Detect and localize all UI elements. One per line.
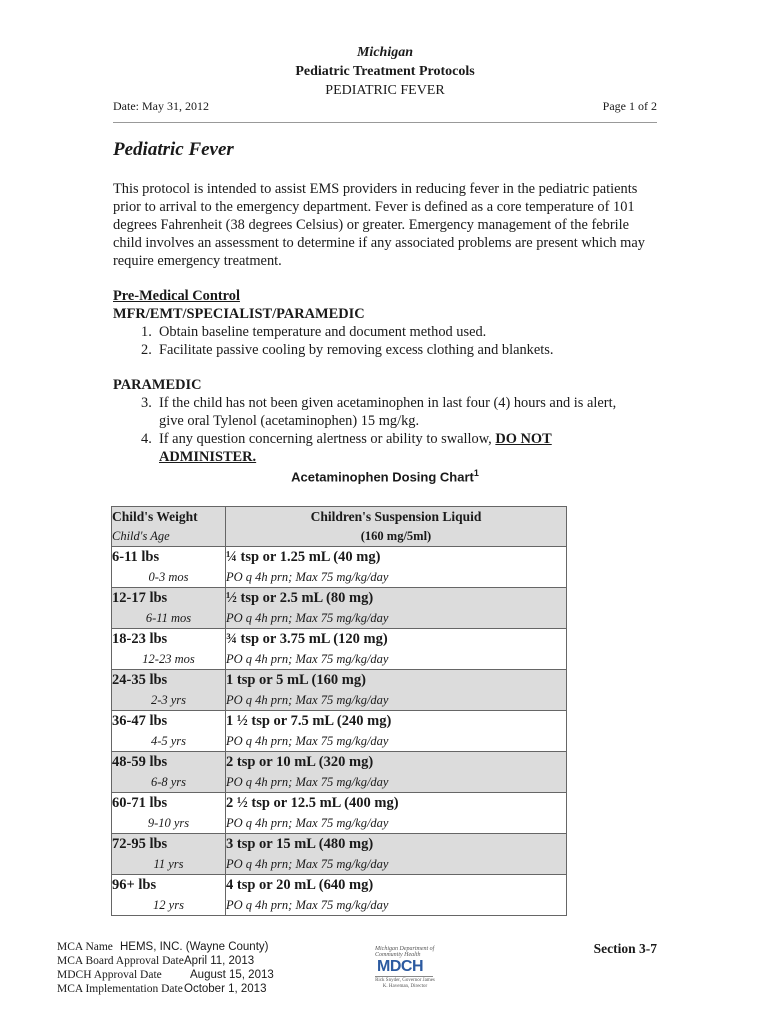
table-row-sub (112, 773, 567, 793)
frequency-cell: PO q 4h prn; Max 75 mg/kg/day (226, 855, 567, 875)
item-3-number: 3. (141, 395, 152, 411)
header-topic: PEDIATRIC FEVER (325, 83, 445, 98)
page-title: Pediatric Fever (113, 139, 234, 160)
table-row-sub (112, 814, 567, 834)
header-page-number: Page 1 of 2 (602, 99, 657, 113)
table-row-sub (112, 896, 567, 916)
col-weight-header: Child's Weight (112, 507, 226, 528)
weight-cell: 72-95 lbs (112, 834, 226, 856)
board-approval-value: April 11, 2013 (184, 955, 255, 967)
mdch-approval-label: MDCH Approval Date (57, 969, 162, 981)
intro-paragraph: This protocol is intended to assist EMS providers in reducing fever in the pediatric patients prior to arrival to the emergency department. Fever is defined as a core temperature of 101 degrees Fahrenheit (38 degrees Celsius) or greater. Emergency management of the febrile child involves an assessment to determine if any associated problems are present which may require emergency treatment. (113, 181, 645, 269)
header-state: Michigan (356, 45, 413, 60)
frequency-cell: PO q 4h prn; Max 75 mg/kg/day (226, 732, 567, 752)
item-4-line-1 (159, 430, 552, 448)
table-header-row (112, 507, 567, 528)
paramedic-heading: PARAMEDIC (113, 377, 202, 393)
dose-cell: 2 tsp or 10 mL (320 mg) (226, 752, 567, 774)
frequency-cell: PO q 4h prn; Max 75 mg/kg/day (226, 609, 567, 629)
dose-cell: ½ tsp or 2.5 mL (80 mg) (226, 588, 567, 610)
item-3-line-1: If the child has not been given acetaminophen in last four (4) hours and is alert, (159, 395, 617, 411)
frequency-cell: PO q 4h prn; Max 75 mg/kg/day (226, 896, 567, 916)
table-row (112, 752, 567, 774)
mdch-logo: Michigan Department of Community Health MDCH Rick Snyder, Governor James K. Haveman, Director (375, 946, 435, 989)
age-cell: 9-10 yrs (112, 814, 226, 834)
age-cell: 0-3 mos (112, 568, 226, 588)
mdch-approval-value: August 15, 2013 (190, 969, 274, 981)
age-cell: 11 yrs (112, 855, 226, 875)
age-cell: 4-5 yrs (112, 732, 226, 752)
approval-footer (57, 940, 274, 996)
frequency-cell: PO q 4h prn; Max 75 mg/kg/day (226, 568, 567, 588)
age-cell: 6-11 mos (112, 609, 226, 629)
pre-medical-heading: Pre-Medical Control (113, 288, 240, 304)
weight-cell: 6-11 lbs (112, 547, 226, 569)
table-row-sub (112, 855, 567, 875)
weight-cell: 12-17 lbs (112, 588, 226, 610)
table-row (112, 629, 567, 651)
header-divider (113, 122, 657, 123)
age-cell: 12-23 mos (112, 650, 226, 670)
dosing-chart-title: Acetaminophen Dosing Chart$^1$ (291, 468, 479, 485)
dose-cell: 1 ½ tsp or 7.5 mL (240 mg) (226, 711, 567, 733)
item-2-number: 2. (141, 342, 152, 358)
administer-warning: ADMINISTER. (159, 449, 257, 465)
age-cell: 2-3 yrs (112, 691, 226, 711)
frequency-cell: PO q 4h prn; Max 75 mg/kg/day (226, 814, 567, 834)
provider-level-heading: MFR/EMT/SPECIALIST/PARAMEDIC (113, 306, 365, 322)
dose-cell: 3 tsp or 15 mL (480 mg) (226, 834, 567, 856)
mca-name-label: MCA Name (57, 941, 113, 953)
table-row-sub (112, 732, 567, 752)
item-3-line-2: give oral Tylenol (acetaminophen) 15 mg/kg. (159, 413, 420, 429)
header-date: Date: May 31, 2012 (113, 99, 209, 113)
weight-cell: 36-47 lbs (112, 711, 226, 733)
col-concentration-subheader: (160 mg/5ml) (226, 527, 567, 547)
weight-cell: 96+ lbs (112, 875, 226, 897)
dosing-table (111, 506, 567, 916)
age-cell: 6-8 yrs (112, 773, 226, 793)
age-cell: 12 yrs (112, 896, 226, 916)
frequency-cell: PO q 4h prn; Max 75 mg/kg/day (226, 650, 567, 670)
do-not-warning: DO NOT (495, 431, 552, 447)
frequency-cell: PO q 4h prn; Max 75 mg/kg/day (226, 691, 567, 711)
weight-cell: 24-35 lbs (112, 670, 226, 692)
col-age-subheader: Child's Age (112, 527, 226, 547)
table-row-sub (112, 691, 567, 711)
table-row-sub (112, 609, 567, 629)
table-row (112, 547, 567, 569)
footnote-marker: 1 (473, 468, 479, 478)
weight-cell: 18-23 lbs (112, 629, 226, 651)
table-row (112, 670, 567, 692)
item-1-number: 1. (141, 324, 152, 340)
frequency-cell: PO q 4h prn; Max 75 mg/kg/day (226, 773, 567, 793)
table-row-sub (112, 568, 567, 588)
table-row (112, 793, 567, 815)
board-approval-label: MCA Board Approval Date (57, 955, 184, 967)
mca-name-value: HEMS, INC. (Wayne County) (120, 941, 269, 953)
item-4-text: If any question concerning alertness or ability to swallow, (159, 431, 496, 447)
dose-cell: ¼ tsp or 1.25 mL (40 mg) (226, 547, 567, 569)
table-row (112, 875, 567, 897)
table-row (112, 588, 567, 610)
dose-cell: 2 ½ tsp or 12.5 mL (400 mg) (226, 793, 567, 815)
item-4-number: 4. (141, 431, 152, 447)
weight-cell: 48-59 lbs (112, 752, 226, 774)
col-liquid-header: Children's Suspension Liquid (226, 507, 567, 528)
table-row-sub (112, 650, 567, 670)
weight-cell: 60-71 lbs (112, 793, 226, 815)
table-row (112, 834, 567, 856)
header-protocols: Pediatric Treatment Protocols (295, 64, 475, 79)
implementation-label: MCA Implementation Date (57, 983, 183, 995)
section-number: Section 3-7 (593, 941, 657, 956)
table-row (112, 711, 567, 733)
item-1-text: Obtain baseline temperature and document method used. (159, 324, 487, 340)
dose-cell: 1 tsp or 5 mL (160 mg) (226, 670, 567, 692)
dose-cell: ¾ tsp or 3.75 mL (120 mg) (226, 629, 567, 651)
dose-cell: 4 tsp or 20 mL (640 mg) (226, 875, 567, 897)
implementation-value: October 1, 2013 (184, 983, 267, 995)
item-2-text: Facilitate passive cooling by removing excess clothing and blankets. (159, 342, 554, 358)
table-subheader-row (112, 527, 567, 547)
